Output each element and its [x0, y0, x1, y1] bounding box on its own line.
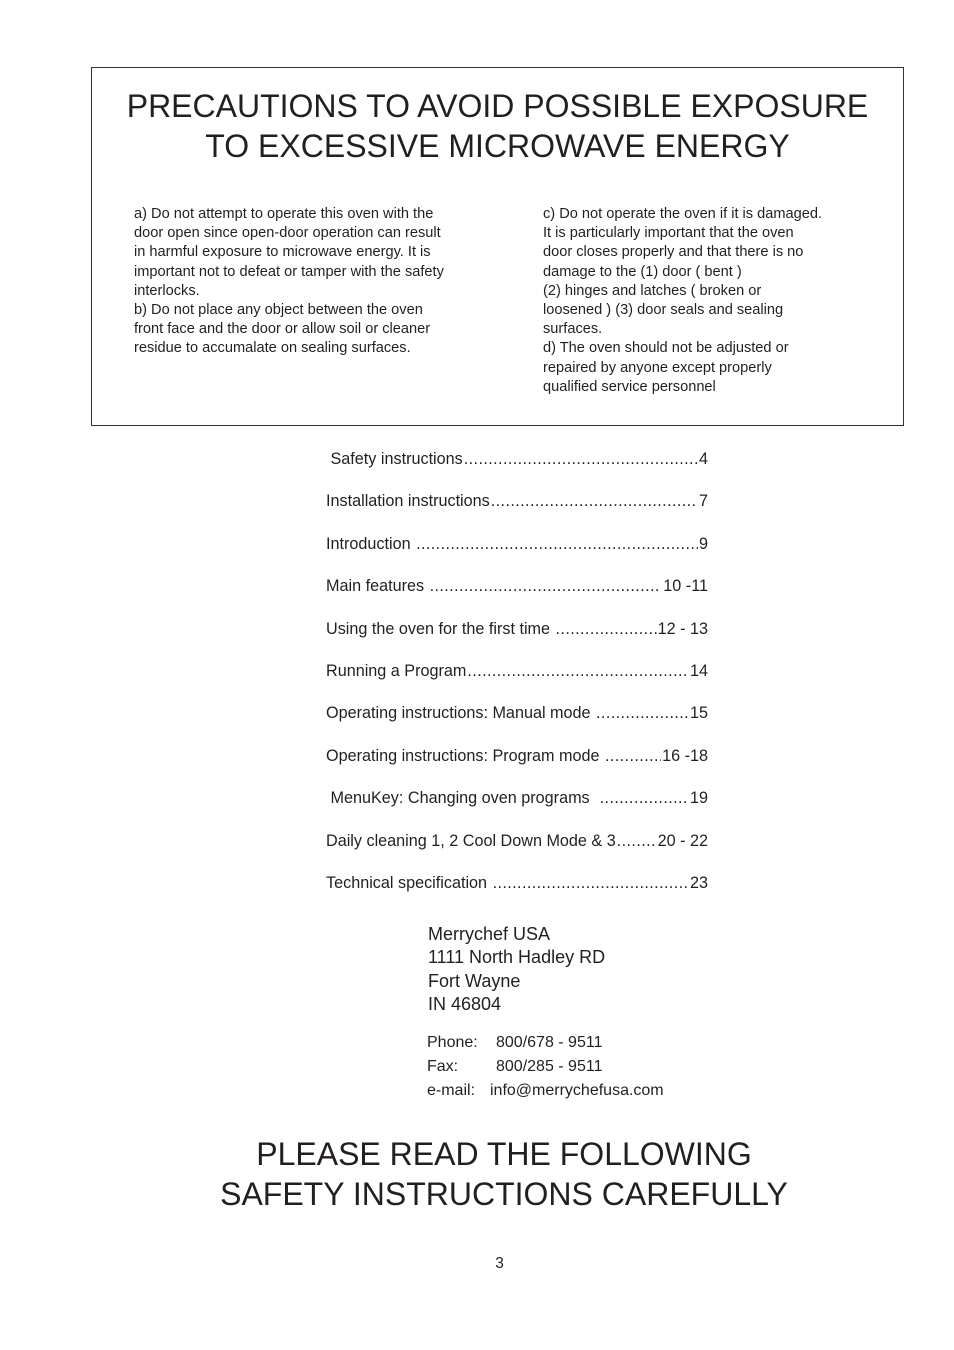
toc-entry-page: 15 [689, 704, 708, 723]
precaution-line: in harmful exposure to microwave energy. It is [134, 244, 431, 261]
company-name: Merrychef USA [428, 924, 551, 944]
page-number: 3 [495, 1255, 504, 1272]
email-row [427, 1079, 664, 1103]
toc-entry-title: Introduction [326, 534, 416, 553]
precaution-line: door closes properly and that there is no [543, 244, 804, 261]
precaution-line: (2) hinges and latches ( broken or [543, 282, 762, 299]
toc-dot-leader [605, 745, 661, 767]
company-address [428, 923, 605, 1016]
email-label: e-mail: [427, 1082, 476, 1099]
address-state-zip: IN 46804 [428, 993, 502, 1014]
toc-dot-leader [596, 702, 689, 724]
toc-entry-page: 16 -18 [662, 746, 708, 765]
toc-entry-title: Using the oven for the first time [326, 619, 555, 638]
toc-dot-leader [467, 660, 689, 682]
toc-entry-title: Running a Program [326, 661, 467, 680]
fax-label: Fax: [427, 1058, 459, 1075]
toc-entry [326, 660, 708, 702]
phone-label: Phone: [427, 1034, 478, 1051]
precautions-right-column [543, 205, 873, 397]
precaution-line: interlocks. [134, 282, 200, 299]
toc-entry [326, 745, 708, 787]
precaution-line: door open since open-door operation can result [134, 225, 441, 242]
toc-dot-leader [493, 872, 689, 894]
fax-number: 800/285 - 9511 [496, 1058, 603, 1075]
precaution-line: It is particularly important that the oven [543, 225, 794, 242]
toc-entry-page: 23 [689, 873, 708, 892]
precaution-line: loosened ) (3) door seals and sealing [543, 302, 784, 319]
toc-entry [326, 787, 708, 829]
precaution-line: damage to the (1) door ( bent ) [543, 263, 742, 280]
precaution-line: front face and the door or allow soil or cleaner [134, 321, 431, 338]
precaution-item-a [134, 205, 514, 301]
toc-entry-page: 7 [698, 492, 708, 511]
toc-dot-leader [464, 448, 698, 470]
toc-entry-title: Main features [326, 577, 429, 596]
toc-entry-title: Installation instructions [326, 492, 490, 511]
toc-entry-page: 10 -11 [658, 577, 708, 596]
precautions-title-line: PRECAUTIONS TO AVOID POSSIBLE EXPOSURE [126, 88, 869, 124]
precaution-line: b) Do not place any object between the oven [134, 302, 423, 319]
toc-entry-page: 4 [698, 450, 708, 468]
toc-dot-leader [600, 787, 689, 809]
toc-dot-leader [416, 533, 698, 555]
toc-entry-title: Operating instructions: Manual mode [326, 704, 596, 723]
precautions-box [91, 67, 904, 426]
safety-heading [0, 1135, 954, 1214]
precaution-line: repaired by anyone except properly [543, 359, 772, 376]
toc-entry-page: 19 [689, 789, 708, 808]
precaution-item-c [543, 205, 873, 339]
fax-row [427, 1055, 664, 1079]
toc-entry-page: 20 - 22 [657, 831, 708, 850]
precaution-line: qualified service personnel [543, 378, 716, 395]
precaution-line: residue to accumalate on sealing surfaces. [134, 340, 411, 357]
email-address: info@merrychefusa.com [490, 1082, 664, 1099]
toc-entry-page: 12 - 13 [657, 619, 708, 638]
precaution-item-d [543, 339, 873, 397]
toc-entry [326, 575, 708, 617]
precaution-line: a) Do not attempt to operate this oven with the [134, 206, 434, 222]
safety-heading-line: SAFETY INSTRUCTIONS CAREFULLY [220, 1175, 788, 1212]
toc-dot-leader [491, 490, 698, 512]
precaution-line: d) The oven should not be adjusted or [543, 340, 789, 357]
toc-entry [326, 490, 708, 532]
toc-entry-page: 14 [689, 661, 708, 680]
toc-entry-title: Technical specification [326, 873, 492, 892]
table-of-contents [326, 448, 708, 914]
toc-dot-leader [617, 830, 657, 852]
toc-entry-title: MenuKey: Changing oven programs [326, 789, 599, 808]
toc-entry [326, 448, 708, 490]
toc-entry-page: 9 [698, 534, 708, 553]
toc-entry-title: Operating instructions: Program mode [326, 746, 605, 765]
toc-dot-leader [430, 575, 658, 597]
address-street: 1111 North Hadley RD [428, 947, 606, 968]
toc-entry-title: Daily cleaning 1, 2 Cool Down Mode & 3 [326, 831, 616, 850]
toc-dot-leader [556, 618, 657, 640]
safety-heading-line: PLEASE READ THE FOLLOWING [256, 1136, 752, 1172]
phone-row [427, 1031, 664, 1055]
precaution-item-b [134, 301, 514, 359]
contact-details [427, 1031, 664, 1103]
phone-number: 800/678 - 9511 [496, 1034, 603, 1051]
toc-entry-title: Safety instructions [326, 450, 463, 468]
precautions-title-line: TO EXCESSIVE MICROWAVE ENERGY [205, 128, 790, 164]
toc-entry [326, 872, 708, 914]
precautions-left-column [134, 205, 514, 359]
toc-entry [326, 830, 708, 872]
precaution-line: c) Do not operate the oven if it is damaged. [543, 206, 823, 222]
toc-entry [326, 702, 708, 744]
address-city: Fort Wayne [428, 970, 521, 991]
toc-entry [326, 618, 708, 660]
precautions-title [92, 86, 903, 166]
precaution-line: important not to defeat or tamper with the safety [134, 263, 444, 280]
precaution-line: surfaces. [543, 321, 603, 338]
toc-entry [326, 533, 708, 575]
